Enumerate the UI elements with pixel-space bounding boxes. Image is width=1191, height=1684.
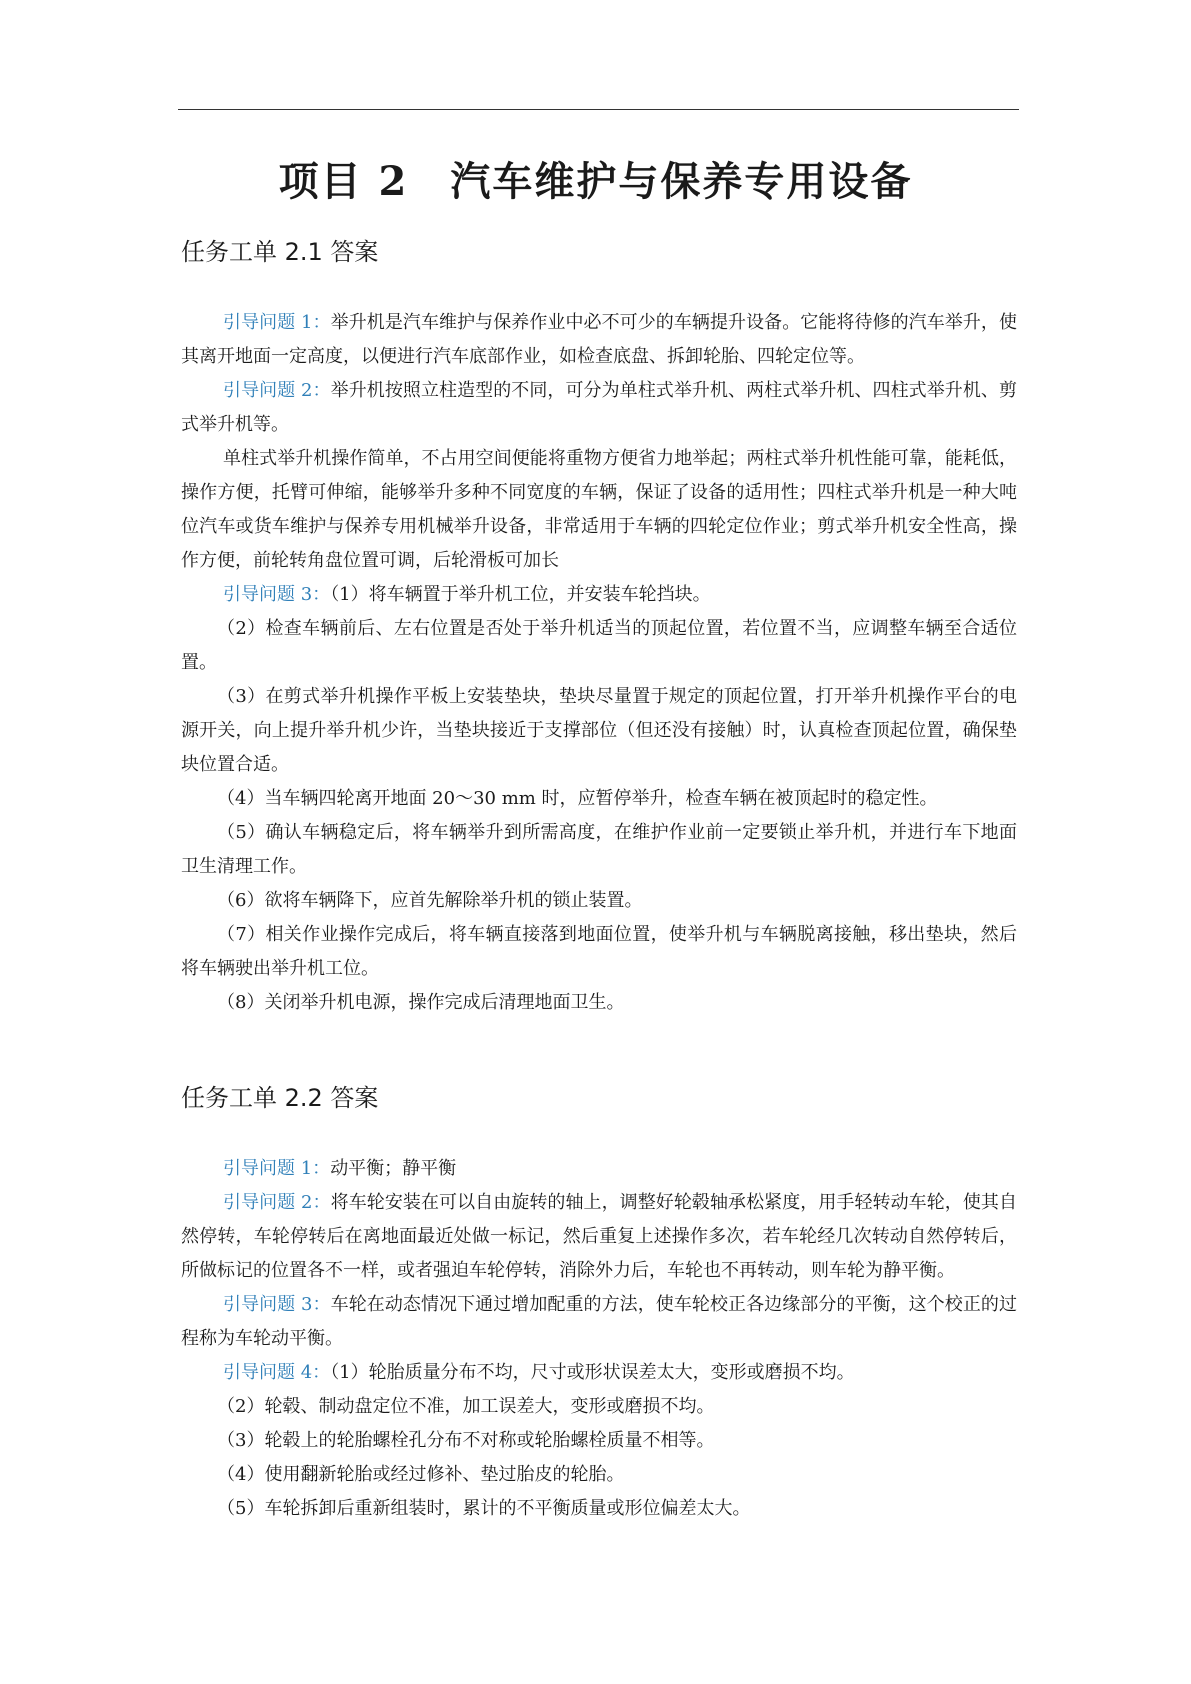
step-paragraph: （4）使用翻新轮胎或经过修补、垫过胎皮的轮胎。 — [217, 1464, 625, 1485]
header-rule — [178, 109, 1019, 110]
step-text: （1）轮胎质量分布不均，尺寸或形状误差太大，变形或磨损不均。 — [330, 1362, 855, 1383]
question-3-paragraph — [181, 1288, 1017, 1356]
question-3-paragraph — [181, 578, 1017, 612]
step-paragraph: （2）轮毂、制动盘定位不准，加工误差大，变形或磨损不均。 — [217, 1396, 715, 1417]
step-paragraph: （2）检查车辆前后、左右位置是否处于举升机适当的顶起位置，若位置不当，应调整车辆至合适位置。 — [181, 618, 1017, 673]
answer-text: 车轮在动态情况下通过增加配重的方法，使车轮校正各边缘部分的平衡，这个校正的过程称为车轮动平衡。 — [181, 1294, 1017, 1349]
question-1-paragraph — [181, 306, 1017, 374]
section-heading-2-1: 任务工单 2.1 答案 — [181, 238, 379, 266]
step-paragraph: （5）确认车辆稳定后，将车辆举升到所需高度，在维护作业前一定要锁止举升机，并进行车下地面卫生清理工作。 — [181, 822, 1017, 877]
question-label: 引导问题 3： — [223, 1294, 331, 1315]
step-paragraph: （8）关闭举升机电源，操作完成后清理地面卫生。 — [217, 992, 625, 1013]
answer-text: 举升机是汽车维护与保养作业中必不可少的车辆提升设备。它能将待修的汽车举升，使其离开地面一定高度，以便进行汽车底部作业，如检查底盘、拆卸轮胎、四轮定位等。 — [181, 312, 1017, 367]
question-1-paragraph — [181, 1152, 1017, 1186]
step-paragraph: （4）当车辆四轮离开地面 20～30 mm 时，应暂停举升，检查车辆在被顶起时的稳定性。 — [217, 788, 938, 809]
section-2-2-body — [181, 1152, 1017, 1526]
question-label: 引导问题 4： — [223, 1362, 331, 1383]
section-2-1-body — [181, 306, 1017, 1020]
question-2-paragraph — [181, 1186, 1017, 1288]
step-paragraph: （6）欲将车辆降下，应首先解除举升机的锁止装置。 — [217, 890, 643, 911]
question-label: 引导问题 2： — [223, 380, 331, 401]
question-label: 引导问题 1： — [223, 312, 331, 333]
step-paragraph: （7）相关作业操作完成后，将车辆直接落到地面位置，使举升机与车辆脱离接触，移出垫块，然后将车辆驶出举升机工位。 — [181, 924, 1017, 979]
page-title: 项目 2 汽车维护与保养专用设备 — [278, 158, 913, 205]
answer-text: 动平衡；静平衡 — [330, 1158, 457, 1179]
step-text: （1）将车辆置于举升机工位，并安装车轮挡块。 — [330, 584, 711, 605]
answer-text: 将车轮安装在可以自由旋转的轴上，调整好轮毂轴承松紧度，用手轻转动车轮，使其自然停转，车轮停转后在离地面最近处做一标记，然后重复上述操作多次，若车轮经几次转动自然停转后，所做标记的位置各不一样，或者强迫车轮停转，消除外力后，车轮也不再转动，则车轮为静平衡。 — [181, 1192, 1017, 1281]
question-label: 引导问题 1： — [223, 1158, 331, 1179]
question-2-detail-paragraph: 单柱式举升机操作简单，不占用空间便能将重物方便省力地举起；两柱式举升机性能可靠，能耗低，操作方便，托臂可伸缩，能够举升多种不同宽度的车辆，保证了设备的适用性；四柱式举升机是一种大吨位汽车或货车维护与保养专用机械举升设备，非常适用于车辆的四轮定位作业；剪式举升机安全性高，操作方便，前轮转角盘位置可调，后轮滑板可加长 — [181, 448, 1017, 571]
step-paragraph: （3）轮毂上的轮胎螺栓孔分布不对称或轮胎螺栓质量不相等。 — [217, 1430, 715, 1451]
answer-text: 举升机按照立柱造型的不同，可分为单柱式举升机、两柱式举升机、四柱式举升机、剪式举升机等。 — [181, 380, 1017, 435]
step-paragraph: （3）在剪式举升机操作平板上安装垫块，垫块尽量置于规定的顶起位置，打开举升机操作平台的电源开关，向上提升举升机少许，当垫块接近于支撑部位（但还没有接触）时，认真检查顶起位置，确保垫块位置合适。 — [181, 686, 1017, 775]
question-2-paragraph — [181, 374, 1017, 442]
question-label: 引导问题 2： — [223, 1192, 331, 1213]
section-heading-2-2: 任务工单 2.2 答案 — [181, 1084, 379, 1112]
question-label: 引导问题 3： — [223, 584, 331, 605]
step-paragraph: （5）车轮拆卸后重新组装时，累计的不平衡质量或形位偏差太大。 — [217, 1498, 751, 1519]
question-4-paragraph — [181, 1356, 1017, 1390]
